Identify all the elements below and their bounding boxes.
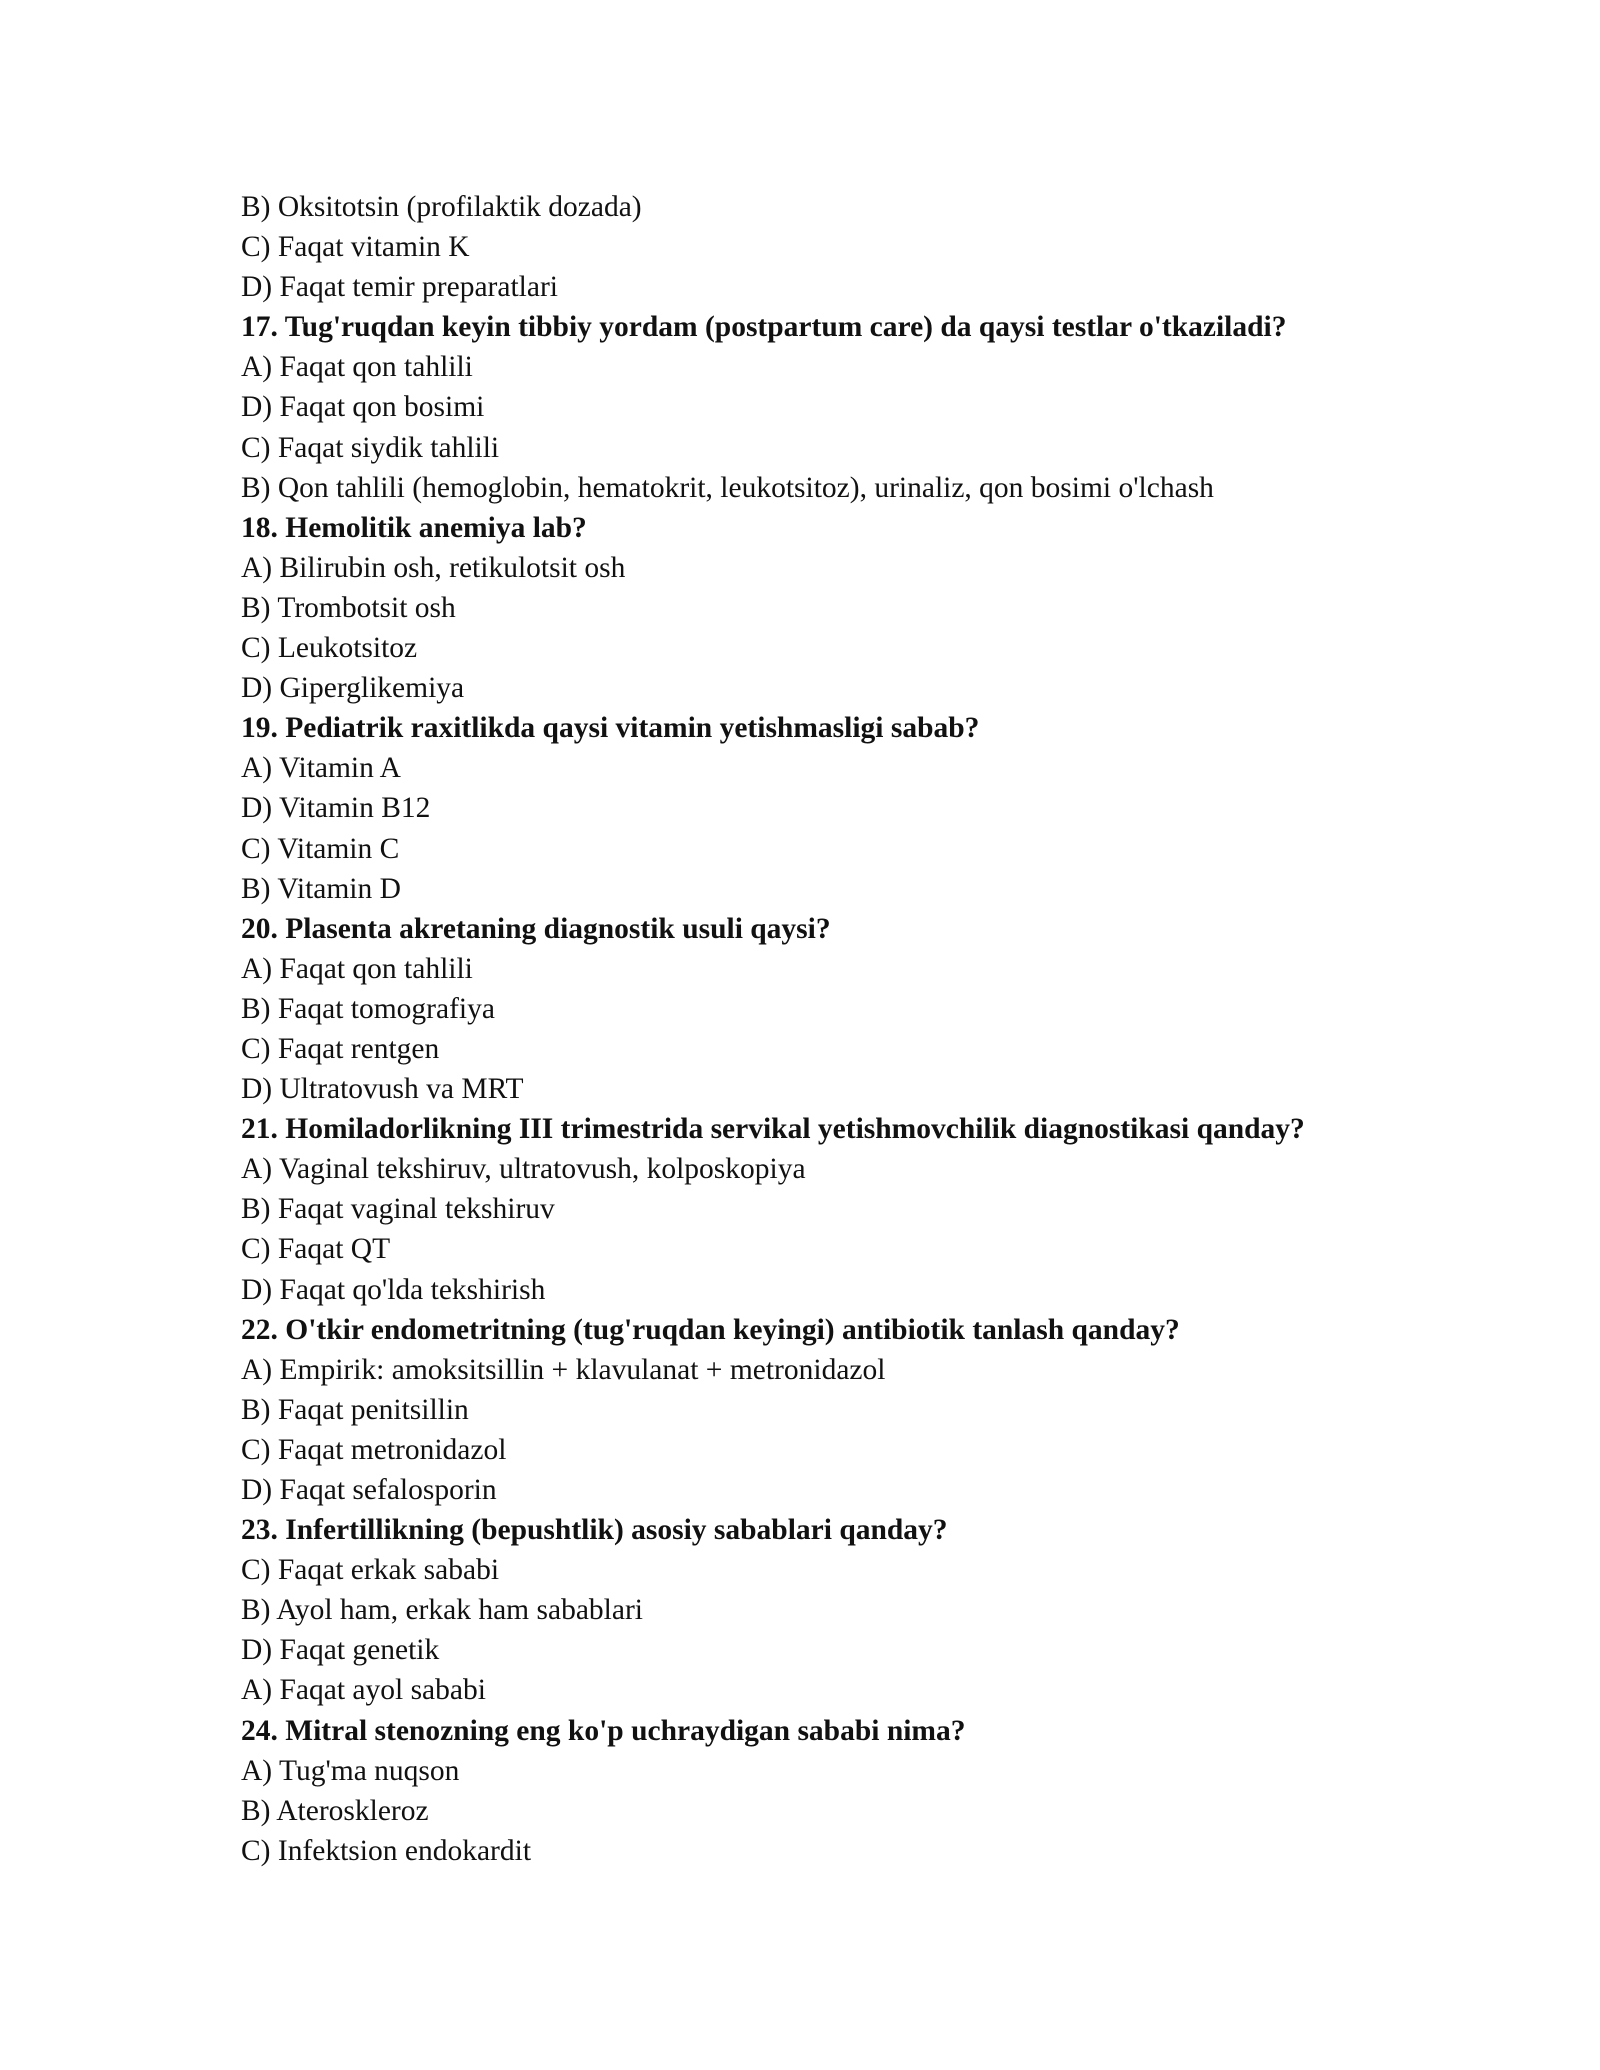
answer-option: B) Vitamin D [241, 872, 401, 905]
answer-option: C) Infektsion endokardit [241, 1834, 532, 1867]
answer-option: D) Faqat sefalosporin [241, 1474, 497, 1506]
answer-option: B) Oksitotsin (profilaktik dozada) [241, 191, 642, 223]
document-body [241, 187, 1441, 1871]
question-heading: 22. O'tkir endometritning (tug'ruqdan keyingi) antibiotik tanlash qanday? [241, 1313, 1180, 1346]
answer-option: B) Ayol ham, erkak ham sabablari [241, 1594, 643, 1627]
answer-option: D) Ultratovush va MRT [241, 1073, 524, 1106]
answer-option: A) Vaginal tekshiruv, ultratovush, kolposkopiya [241, 1153, 806, 1186]
answer-option: A) Faqat qon tahlili [241, 952, 473, 985]
answer-option: D) Faqat qon bosimi [241, 391, 485, 424]
answer-option: A) Faqat ayol sababi [241, 1674, 486, 1707]
question-heading: 20. Plasenta akretaning diagnostik usuli qaysi? [241, 912, 831, 945]
answer-option: C) Leukotsitoz [241, 632, 418, 665]
answer-option: B) Faqat tomografiya [241, 992, 495, 1025]
answer-option: D) Vitamin B12 [241, 792, 431, 825]
answer-option: C) Vitamin C [241, 832, 400, 865]
question-heading: 17. Tug'ruqdan keyin tibbiy yordam (postpartum care) da qaysi testlar o'tkaziladi? [241, 311, 1287, 344]
answer-option: B) Trombotsit osh [241, 591, 456, 624]
question-heading: 18. Hemolitik anemiya lab? [241, 511, 587, 544]
answer-option: C) Faqat erkak sababi [241, 1554, 500, 1587]
answer-option: A) Vitamin A [241, 752, 401, 785]
answer-option: B) Faqat vaginal tekshiruv [241, 1193, 555, 1226]
answer-option: D) Giperglikemiya [241, 672, 465, 705]
answer-option: A) Empirik: amoksitsillin + klavulanat + metronidazol [241, 1353, 886, 1386]
answer-option: B) Ateroskleroz [241, 1794, 429, 1827]
answer-option: D) Faqat qo'lda tekshirish [241, 1273, 546, 1306]
answer-option: D) Faqat temir preparatlari [241, 271, 558, 304]
answer-option: C) Faqat QT [241, 1233, 391, 1266]
answer-option: A) Faqat qon tahlili [241, 351, 473, 384]
answer-option: B) Qon tahlili (hemoglobin, hematokrit, leukotsitoz), urinaliz, qon bosimi o'lchash [241, 471, 1214, 504]
answer-option: B) Faqat penitsillin [241, 1393, 469, 1426]
answer-option: C) Faqat metronidazol [241, 1433, 507, 1466]
question-heading: 21. Homiladorlikning III trimestrida servikal yetishmovchilik diagnostikasi qanday? [241, 1113, 1305, 1146]
question-heading: 24. Mitral stenozning eng ko'p uchraydigan sababi nima? [241, 1714, 966, 1747]
answer-option: C) Faqat vitamin K [241, 231, 470, 264]
answer-option: C) Faqat siydik tahlili [241, 431, 500, 464]
question-heading: 19. Pediatrik raxitlikda qaysi vitamin yetishmasligi sabab? [241, 712, 980, 745]
answer-option: C) Faqat rentgen [241, 1032, 440, 1065]
question-heading: 23. Infertillikning (bepushtlik) asosiy sabablari qanday? [241, 1514, 948, 1547]
answer-option: D) Faqat genetik [241, 1634, 440, 1667]
answer-option: A) Tug'ma nuqson [241, 1754, 460, 1787]
answer-option: A) Bilirubin osh, retikulotsit osh [241, 551, 626, 584]
